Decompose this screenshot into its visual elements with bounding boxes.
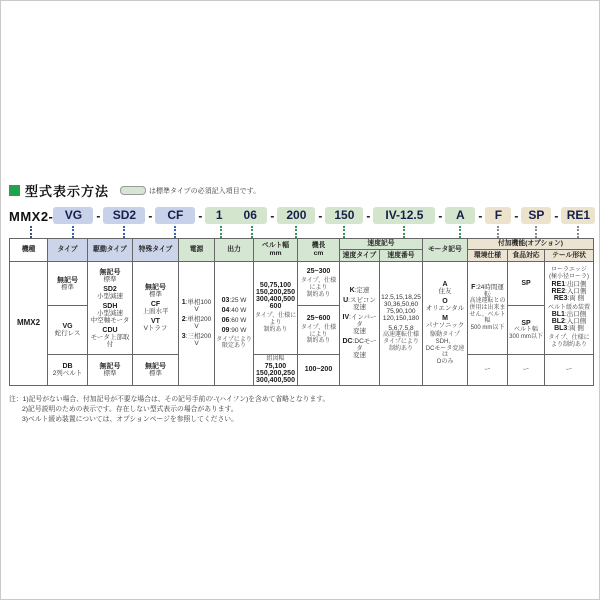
cell-food-row3: ー (508, 355, 545, 386)
hyphen: - (198, 209, 203, 223)
footnotes (9, 395, 593, 425)
segment-speed (373, 207, 435, 238)
footnote-2: 2)記号説明のための表示です。存在しない型式表示の場合があります。 (22, 405, 238, 413)
header-motor: モータ記号 (423, 239, 468, 262)
cell-length-row1: 25~300 タイプ、仕様 により 制約あり (298, 262, 340, 306)
header-belt-width (254, 239, 298, 262)
connector-dots-food (535, 226, 537, 238)
hyphen: - (270, 209, 275, 223)
connector-dots-drive (123, 226, 125, 238)
header-belt-width-unit: mm (269, 250, 282, 257)
content-block (9, 181, 593, 425)
pill-belt-width: 200 (277, 207, 315, 224)
cell-special-db: 無記号 標準 (133, 355, 179, 386)
section-title: 型式表示方法 (25, 184, 110, 199)
segment-type (53, 207, 93, 238)
cell-length-row2: 25~600 タイプ、仕様 により 制約あり (298, 306, 340, 355)
hyphen: - (148, 209, 153, 223)
segment-length (325, 207, 363, 238)
cell-type-standard: 無記号 標準 (48, 262, 88, 306)
hyphen: - (514, 209, 519, 223)
model-prefix: MMX2- (9, 209, 54, 224)
connector-dots-output (251, 226, 253, 238)
segment-env (485, 207, 511, 238)
cell-output: 03:25 W 04:40 W 06:60 W 09:90 W タイプにより 限定あり (215, 262, 254, 386)
header-machine: 機種 (10, 239, 48, 262)
segment-tail (561, 207, 595, 238)
cell-type-db: DB 2列ベルト (48, 355, 88, 386)
connector-dots-length (343, 226, 345, 238)
cell-food-row1: SP (508, 262, 545, 306)
header-drive: 駆動タイプ (88, 239, 133, 262)
footnote-3: 3)ベルト緩め装置については、オプションページを参照してください。 (22, 415, 238, 423)
pill-food: SP (521, 207, 551, 224)
pill-special: CF (155, 207, 195, 224)
header-type: タイプ (48, 239, 88, 262)
hyphen: - (366, 209, 371, 223)
model-prefix-wrap (9, 207, 53, 238)
pill-length: 150 (325, 207, 363, 224)
spec-table (9, 238, 594, 386)
cell-env-main: F:24時間運転 高速運転との 併用は出来ま せん。ベルト幅 500 mm以下 (468, 262, 508, 355)
hyphen: - (318, 209, 323, 223)
cell-length-row3: 100~200 (298, 355, 340, 386)
connector-dots-tail (577, 226, 579, 238)
pill-motor: A (445, 207, 475, 224)
pill-power-output (205, 207, 267, 224)
legend (120, 186, 260, 196)
cell-belt-db: 組図幅 75,100 150,200,250 300,400,500 (254, 355, 298, 386)
hyphen: - (478, 209, 483, 223)
segment-special (155, 207, 195, 238)
connector-dots-belt-width (295, 226, 297, 238)
cell-belt-main: 50,75,100 150,200,250 300,400,500 600 タイプ、仕様により 制約あり (254, 262, 298, 355)
pill-drive: SD2 (103, 207, 145, 224)
cell-type-vg: VG 蛇行レス (48, 306, 88, 355)
cell-food-row2: SP ベルト幅 300 mm以下 (508, 306, 545, 355)
cell-drive-main: 無記号 標準 SD2 小型減速 SDH 小型減速 中空軸モータ CDU モータ上部取付 (88, 262, 133, 355)
header-output: 出力 (215, 239, 254, 262)
pill-type: VG (53, 207, 93, 224)
footnote-prefix: 注： (9, 395, 23, 403)
header-belt-width-label: ベルト幅 (261, 242, 290, 249)
cell-speed-num: 12.5,15,18,25 30,36,50,60 75,90,100 120,150,180 5,6,7.5,8 高速運転仕様 タイプにより 制約あり (380, 262, 423, 386)
header-length-unit: cm (313, 250, 324, 257)
header-food: 食品対応 (508, 250, 545, 262)
header-tail: テール形状 (545, 250, 594, 262)
legend-green-swatch (120, 186, 146, 195)
connector-dots-special (174, 226, 176, 238)
connector-dots-power (220, 226, 222, 238)
segment-power-output (205, 207, 267, 238)
pill-tail: RE1 (561, 207, 595, 224)
footnote-1-text: 1)記号がない場合、付加記号が不要な場合は、その記号手前の'-'(ハイフン)を含めて省略となります。 (22, 395, 330, 403)
pill-speed: IV-12.5 (373, 207, 435, 224)
connector-dots-machine (30, 226, 32, 238)
connector-dots-type (72, 226, 74, 238)
pill-power: 1 (215, 208, 223, 222)
connector-dots-power-output (205, 224, 267, 238)
segment-drive (103, 207, 145, 238)
segment-motor (445, 207, 475, 238)
pill-env: F (485, 207, 511, 224)
hyphen: - (438, 209, 443, 223)
cell-machine: MMX2 (10, 262, 48, 386)
model-code-row (9, 207, 593, 238)
segment-belt-width (277, 207, 315, 238)
footnote-1 (9, 395, 593, 405)
hyphen: - (96, 209, 101, 223)
header-power: 電源 (179, 239, 215, 262)
cell-power: 1:単相100 V 2:単相200 V 3:三相200 V (179, 262, 215, 386)
header-env: 環境仕様 (468, 250, 508, 262)
section-title-row (9, 181, 593, 200)
connector-dots-env (497, 226, 499, 238)
header-length-label: 機長 (311, 242, 326, 249)
header-speed-group: 速度記号 (340, 239, 423, 250)
header-length (298, 239, 340, 262)
header-speed-num: 速度番号 (380, 250, 423, 262)
cell-special-main: 無記号 標準 CF 上面水平 VT Vトラフ (133, 262, 179, 355)
connector-dots-speed (403, 226, 405, 238)
pill-output: 06 (243, 208, 257, 222)
cell-motor: A 住友 O オリエンタル M パナソニック 駆動タイプSDH、 DCモータ変速は Oのみ (423, 262, 468, 386)
header-speed-type: 速度タイプ (340, 250, 380, 262)
cell-drive-db: 無記号 標準 (88, 355, 133, 386)
cell-tail-none: ー (545, 355, 594, 386)
hyphen: - (554, 209, 559, 223)
green-square-bullet-icon (9, 185, 20, 196)
header-options-group: 付加機能(オプション) (468, 239, 594, 250)
connector-dots-motor (459, 226, 461, 238)
cell-speed-type: K:定速 U:スピコン 変速 IV:インバータ 変速 DC:DCモータ 変速 (340, 262, 380, 386)
header-special: 特殊タイプ (133, 239, 179, 262)
segment-food (521, 207, 551, 238)
cell-env-none: ー (468, 355, 508, 386)
legend-note: は標準タイプの必須記入項目です。 (149, 187, 261, 195)
cell-tail-main: ローラエッジ (極小径ローラ) RE1:出口側 RE2:入口側 RE3:両 側 ベルト緩め装置 BL1:出口側 BL2:入口側 BL3:両 側 タイプ、仕様に より制約あり (545, 262, 594, 355)
